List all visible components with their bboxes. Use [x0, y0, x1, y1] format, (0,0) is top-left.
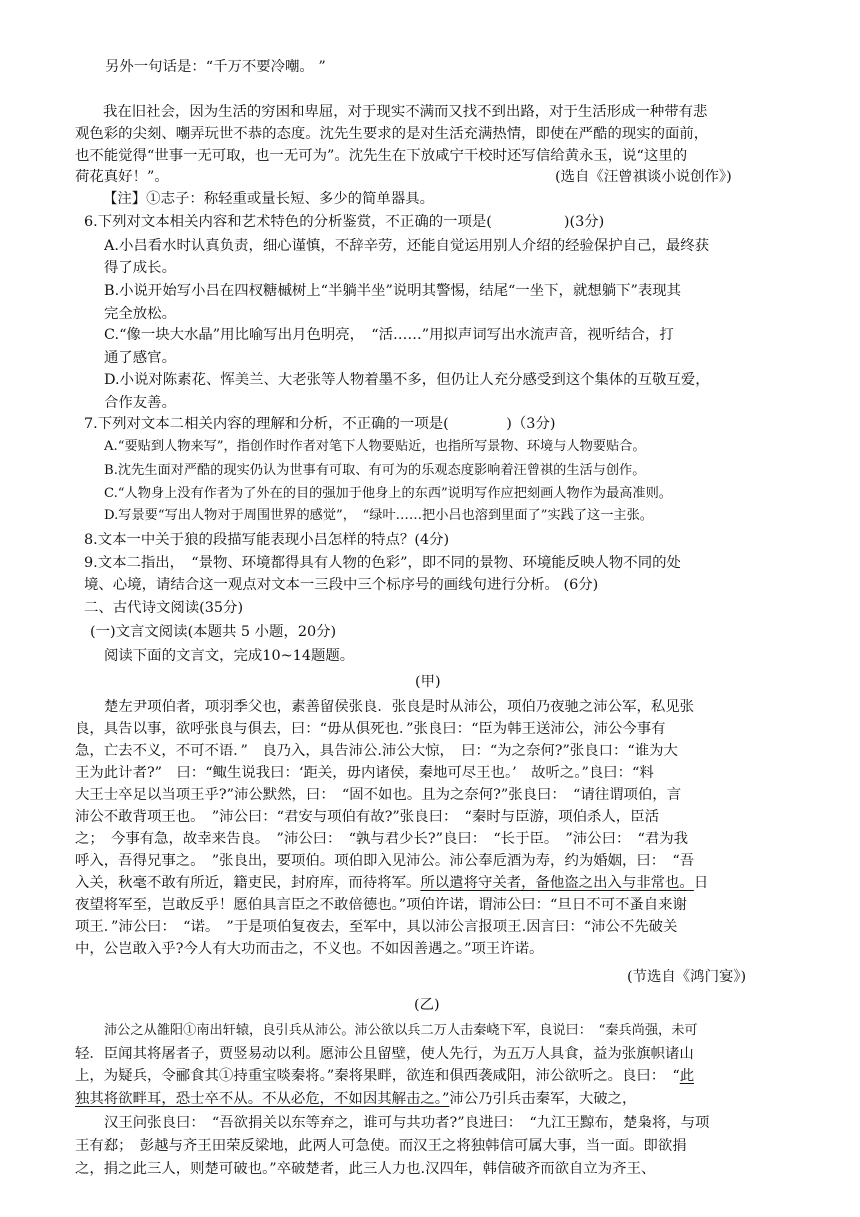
passage-line: 汉王问张良曰： “吾欲捐关以东等弃之，谁可与共功者?”良进曰： “九江王黥布，楚枭将，与项 [104, 1115, 710, 1131]
passage-text: 沛公乃引兵击秦军，大破之， [449, 1091, 637, 1107]
paragraph-line: 也不能觉得“世事一无可取，也一无可为”。沈先生在下放咸宁干校时还写信给黄永玉，说“这里的 [75, 148, 688, 164]
source-citation: (选自《汪曾祺谈小说创作》) [555, 169, 732, 185]
passage-line: 王为此计者?” 曰：“鲰生说我曰：‘距关，毋内诸侯，秦地可尽王也。’ 故听之。”良曰：“料 [75, 765, 654, 781]
passage-line: 大王士卒足以当项王乎?”沛公默然，曰： “固不如也。且为之奈何?”张良曰： “请往谓项伯，言 [75, 787, 682, 803]
option-line: A.小吕看水时认真负责，细心谨慎，不辞辛劳，还能自觉运用别人介绍的经验保护自己，最终获 [104, 238, 709, 254]
passage-line: 沛公之从雒阳①南出轩辕，良引兵从沛公。沛公欲以兵二万人击秦峣下军，良说曰： “秦兵尚强，未可 [104, 1023, 698, 1038]
option-line: B.沈先生面对严酷的现实仍认为世事有可取、有可为的乐观态度影响着汪曾祺的生活与创作。 [104, 463, 646, 478]
passage-line [75, 1066, 694, 1086]
question-9-line: 9.文本二指出， “景物、环境都得具有人物的色彩”，即不同的景物、环境能反映人物不同的处 [84, 555, 681, 571]
question-8: 8.文本一中关于狼的段描写能表现小吕怎样的特点？(4分) [84, 532, 450, 548]
passage-line: 急，亡去不义，不可不语．” 良乃入，具告沛公.沛公大惊， 曰：“为之奈何?”张良口：“谁为大 [75, 743, 678, 759]
option-line: 完全放松。 [104, 306, 176, 322]
option-line: D.写景要“写出人物对于周围世界的感觉”， “绿叶……把小吕也溶到里面了”实践了这一主张。 [104, 508, 653, 523]
passage-line: 良，具告以事，欲呼张良与俱去，曰：“毋从俱死也．”张良曰：“臣为韩王送沛公，沛公今事有 [75, 721, 666, 737]
passage-line: 呼入，吾得兄事之。 ”张良出，要项伯。项伯即入见沛公。沛公奉卮酒为寿，约为婚姻，曰： “吾 [75, 853, 695, 869]
passage-line: 轻．臣闻其将屠者子，贾竖易动以利。愿沛公且留壁，使人先行，为五万人具食，益为张旗帜诸山 [75, 1046, 694, 1062]
passage-text: 日 [693, 875, 709, 891]
subsection-heading: (一)文言文阅读(本题共 5 小题，20分) [90, 624, 337, 640]
option-line: A.“要贴到人物来写”，指创作时作者对笔下人物要贴近，也指所写景物、环境与人物要贴合。 [104, 439, 646, 454]
underlined-sentence: 独其将欲畔耳，恐士卒不从。不从必危，不如因其解击之。” [75, 1091, 450, 1107]
option-line: 得了成长。 [104, 260, 176, 276]
passage-line: 沛公不敢背项王也。 ”沛公曰：“君安与项伯有故?”张良曰： “秦时与臣游，项伯杀人，臣活 [75, 809, 659, 825]
question-6-stem: 6.下列对文本相关内容和艺术特色的分析鉴赏，不正确的一项是( )(3分) [84, 214, 605, 230]
source-citation: (节选自《鸿门宴》) [627, 969, 747, 985]
section-heading: 二、古代诗文阅读(35分) [84, 600, 244, 616]
option-line: C.“像一块大水晶”用比喻写出月色明亮， “活……”用拟声词写出水流声音，视听结合，打 [104, 327, 674, 343]
passage-line: 项王．”沛公曰： “诺。 ”于是项伯复夜去，至军中，具以沛公言报项王.因言曰：“沛公不先破关 [75, 919, 678, 935]
option-line: D.小说对陈素花、恽美兰、大老张等人物着墨不多，但仍让人充分感受到这个集体的互敬互爱， [104, 372, 710, 388]
question-7-stem: 7.下列对文本二相关内容的理解和分析，不正确的一项是( )（3分) [84, 416, 556, 432]
passage-line: 楚左尹项伯者，项羽季父也，素善留侯张良．张良是时从沛公，项伯乃夜驰之沛公军，私见张 [104, 699, 695, 715]
underlined-sentence: 此 [679, 1068, 695, 1084]
note-line: 【注】①志子：称轻重或量长短、多少的简单器具。 [103, 191, 434, 207]
passage-text: 入关，秋毫不敢有所近，籍吏民，封府库，而待将军。 [75, 875, 421, 891]
option-line: 合作友善。 [104, 395, 176, 411]
passage-line [75, 1089, 636, 1109]
passage-jia-title: (甲) [415, 674, 441, 690]
question-9-line: 境、心境，请结合这一观点对文本一三段中三个标序号的画线句进行分析。 (6分) [84, 577, 599, 593]
passage-text: 上，为疑兵，令郦食其①持重宝啖秦将。”秦将果畔，欲连和俱西袭咸阳，沛公欲听之。良曰： “ [75, 1068, 680, 1084]
quote-line: 另外一句话是：“千万不要冷嘲。 ” [105, 59, 326, 75]
paragraph-line: 荷花真好！”。 [75, 169, 169, 185]
passage-line [75, 873, 708, 893]
paragraph-line: 我在旧社会，因为生活的穷困和卑屈，对于现实不满而又找不到出路，对于生活形成一种带有悲 [103, 104, 708, 120]
passage-line: 之，捐之此三人，则楚可破也。”卒破楚者，此三人力也.汉四年，韩信破齐而欲自立为齐王、 [75, 1161, 656, 1177]
option-line: 通了感官。 [104, 350, 176, 366]
paragraph-line: 观色彩的尖刻、嘲弄玩世不恭的态度。沈先生要求的是对生活充满热情，即使在严酷的现实的面前， [75, 126, 709, 142]
instruction: 阅读下面的文言文，完成10~14题题。 [104, 648, 355, 664]
option-line: C.“人物身上没有作者为了外在的目的强加于他身上的东西”说明写作应把刻画人物作为最高准则。 [104, 486, 672, 501]
passage-line: 王有郄； 彭越与齐王田荣反梁地，此两人可急使。而汉王之将独韩信可属大事，当一面。即欲捐 [75, 1138, 687, 1154]
passage-line: 夜望将军至，岂敢反乎！愿伯具言臣之不敢倍德也。”项伯许诺，谓沛公曰：“旦日不可不蚤自来谢 [75, 897, 687, 913]
passage-yi-title: (乙) [414, 997, 440, 1013]
underlined-sentence: 所以遣将守关者，备他盗之出入与非常也。 [420, 875, 694, 891]
passage-line: 中，公岂敢入乎?今人有大功而击之，不义也。不如因善遇之。”项王许诺。 [75, 941, 544, 957]
passage-line: 之； 今事有急，故幸来告良。 ”沛公曰： “孰与君少长?”良曰： “长于臣。 ”沛公曰： “君为我 [75, 831, 689, 847]
option-line: B.小说开始写小吕在四杈糖槭树上“半躺半坐”说明其警惕，结尾“一坐下，就想躺下”表现其 [104, 283, 682, 299]
